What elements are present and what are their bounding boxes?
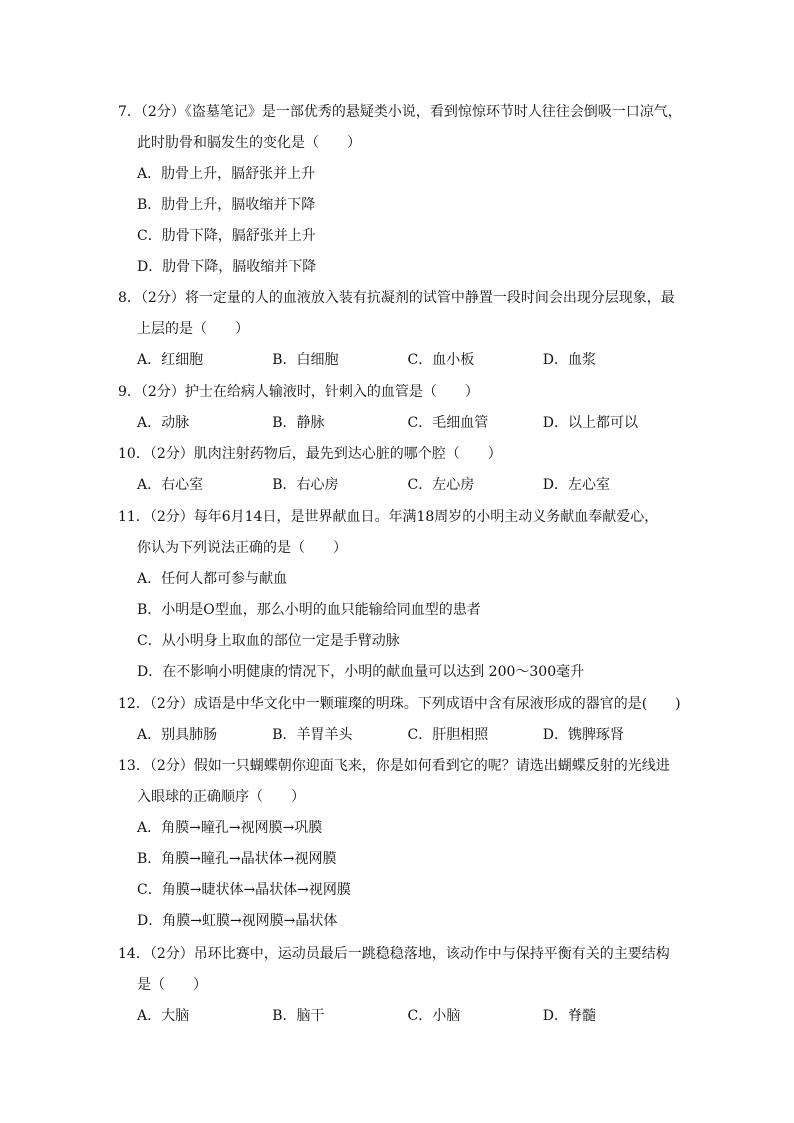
- option-b: B．肋骨上升，膈收缩并下降: [137, 197, 316, 213]
- question-stem: 7．（2分）《盗墓笔记》是一部优秀的悬疑类小说，看到惊惊环节时人往往会倒吸一口凉气，: [118, 104, 682, 120]
- option-a: A．动脉: [137, 415, 190, 431]
- option-a: A．任何人都可参与献血: [137, 571, 288, 587]
- options-row: [118, 720, 678, 751]
- question-13: [118, 751, 678, 937]
- options-row: [118, 470, 678, 501]
- question-11: [118, 502, 678, 688]
- option-c: C．从小明身上取血的部位一定是手臂动脉: [137, 633, 400, 649]
- question-stem: 13．（2分）假如一只蝴蝶朝你迎面飞来，你是如何看到它的呢？请选出蝴蝶反射的光线进: [118, 758, 670, 774]
- question-stem: 10．（2分）肌肉注射药物后，最先到达心脏的哪个腔（ ）: [118, 446, 502, 462]
- option-d: D．左心室: [542, 477, 610, 493]
- question-stem: 是（ ）: [137, 977, 207, 993]
- option-d: D．肋骨下降，膈收缩并下降: [137, 259, 317, 275]
- question-stem: 12．（2分）成语是中华文化中一颗璀璨的明珠。下列成语中含有尿液形成的器官的是( ): [118, 696, 681, 712]
- option-c: C．毛细血管: [407, 415, 489, 431]
- option-c: C．角膜→睫状体→晶状体→视网膜: [137, 882, 351, 898]
- question-stem: 11．（2分）每年6月14日，是世界献血日。年满18周岁的小明主动义务献血奉献爱心，: [118, 509, 659, 525]
- question-12: [118, 689, 681, 751]
- option-d: D．镌脾琢肾: [542, 727, 624, 743]
- option-a: A．别具肺肠: [137, 727, 218, 743]
- question-9: [118, 377, 678, 439]
- option-b: B．羊胃羊头: [272, 727, 353, 743]
- option-b: B．右心房: [272, 477, 339, 493]
- option-c: C．左心房: [407, 477, 475, 493]
- options-row: [118, 408, 678, 439]
- question-stem: 此时肋骨和膈发生的变化是（ ）: [137, 135, 361, 151]
- option-b: B．白细胞: [272, 352, 339, 368]
- options-row: [118, 1001, 678, 1032]
- option-c: C．小脑: [407, 1008, 461, 1024]
- option-c: C．肝胆相照: [407, 727, 489, 743]
- option-b: B．静脉: [272, 415, 325, 431]
- question-stem: 8．（2分）将一定量的人的血液放入装有抗凝剂的试管中静置一段时间会出现分层现象，最: [118, 290, 675, 306]
- question-stem: 入眼球的正确顺序（ ）: [137, 789, 305, 805]
- option-c: C．肋骨下降，膈舒张并上升: [137, 228, 316, 244]
- question-7: [118, 97, 682, 283]
- option-b: B．小明是O型血，那么小明的血只能输给同血型的患者: [137, 602, 481, 618]
- question-stem: 9．（2分）护士在给病人输液时，针刺入的血管是（ ）: [118, 384, 479, 400]
- option-d: D．在不影响小明健康的情况下，小明的献血量可以达到 200～300毫升: [137, 664, 585, 680]
- option-c: C．血小板: [407, 352, 475, 368]
- question-10: [118, 439, 678, 501]
- option-b: B．脑干: [272, 1008, 325, 1024]
- option-d: D．角膜→虹膜→视网膜→晶状体: [137, 913, 338, 929]
- option-d: D．血浆: [542, 352, 596, 368]
- question-14: [118, 939, 678, 1032]
- option-a: A．肋骨上升，膈舒张并上升: [137, 166, 316, 182]
- question-stem: 14．（2分）吊环比赛中，运动员最后一跳稳稳落地，该动作中与保持平衡有关的主要结构: [118, 946, 670, 962]
- option-a: A．角膜→瞳孔→视网膜→巩膜: [137, 820, 323, 836]
- option-d: D．脊髓: [542, 1008, 596, 1024]
- option-a: A．大脑: [137, 1008, 190, 1024]
- question-8: [118, 283, 678, 376]
- question-stem: 上层的是（ ）: [137, 321, 249, 337]
- question-stem: 你认为下列说法正确的是（ ）: [137, 540, 347, 556]
- option-a: A．右心室: [137, 477, 204, 493]
- option-b: B．角膜→瞳孔→晶状体→视网膜: [137, 851, 337, 867]
- option-d: D．以上都可以: [542, 415, 638, 431]
- options-row: [118, 345, 678, 376]
- option-a: A．红细胞: [137, 352, 204, 368]
